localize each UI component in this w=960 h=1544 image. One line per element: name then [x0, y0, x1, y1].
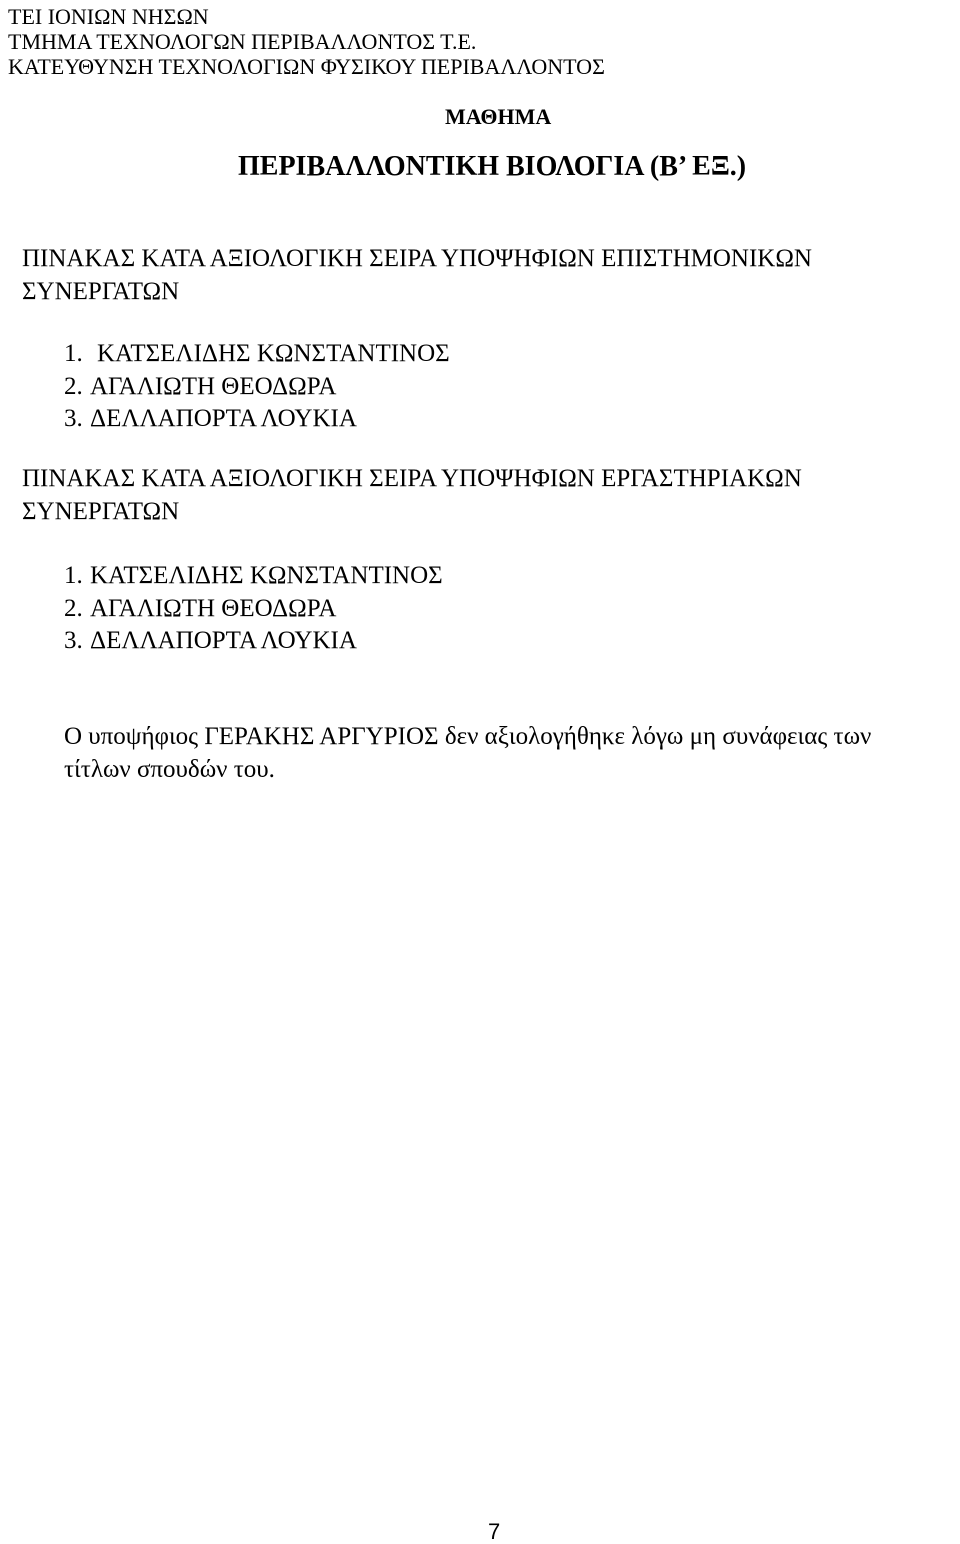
note-line1: Ο υποψήφιος ΓΕΡΑΚΗΣ ΑΡΓΥΡΙΟΣ δεν αξιολογήθηκε λόγω μη συνάφειας των [64, 723, 872, 750]
list-item [64, 341, 450, 366]
list-item-number: 3. [64, 405, 83, 432]
department-name: ΤΜΗΜΑ ΤΕΧΝΟΛΟΓΩΝ ΠΕΡΙΒΑΛΛΟΝΤΟΣ Τ.Ε. [8, 29, 477, 54]
list-item-name: ΚΑΤΣΕΛΙΔΗΣ ΚΩΝΣΤΑΝΤΙΝΟΣ [97, 340, 450, 367]
laboratory-section-title-line1: ΠΙΝΑΚΑΣ ΚΑΤΑ ΑΞΙΟΛΟΓΙΚΗ ΣΕΙΡΑ ΥΠΟΨΗΦΙΩΝ ΕΡΓΑΣΤΗΡΙΑΚΩΝ [22, 465, 802, 492]
list-item [64, 596, 336, 621]
note-line2: τίτλων σπουδών του. [64, 756, 275, 783]
scientific-section-title-line1: ΠΙΝΑΚΑΣ ΚΑΤΑ ΑΞΙΟΛΟΓΙΚΗ ΣΕΙΡΑ ΥΠΟΨΗΦΙΩΝ ΕΠΙΣΤΗΜΟΝΙΚΩΝ [22, 245, 812, 272]
list-item-name: ΔΕΛΛΑΠΟΡΤΑ ΛΟΥΚΙΑ [90, 627, 357, 654]
direction-name: ΚΑΤΕΥΘΥΝΣΗ ΤΕΧΝΟΛΟΓΙΩΝ ΦΥΣΙΚΟΥ ΠΕΡΙΒΑΛΛΟΝΤΟΣ [8, 54, 605, 79]
list-item-number: 1. [64, 562, 83, 589]
scientific-section-title-line2: ΣΥΝΕΡΓΑΤΩΝ [22, 278, 180, 305]
list-item-number: 1. [64, 340, 83, 367]
list-item-name: ΔΕΛΛΑΠΟΡΤΑ ΛΟΥΚΙΑ [90, 405, 357, 432]
list-item [64, 374, 336, 399]
laboratory-section-title-line2: ΣΥΝΕΡΓΑΤΩΝ [22, 498, 180, 525]
course-label: ΜΑΘΗΜΑ [445, 104, 552, 129]
list-item-name: ΚΑΤΣΕΛΙΔΗΣ ΚΩΝΣΤΑΝΤΙΝΟΣ [90, 562, 443, 589]
list-item [64, 628, 357, 653]
list-item-name: ΑΓΑΛΙΩΤΗ ΘΕΟΔΩΡΑ [90, 373, 337, 400]
list-item-number: 2. [64, 595, 83, 622]
list-item [64, 563, 443, 588]
list-item-name: ΑΓΑΛΙΩΤΗ ΘΕΟΔΩΡΑ [90, 595, 337, 622]
list-item [64, 406, 357, 431]
page-number: 7 [488, 1519, 501, 1544]
institution-name: ΤΕΙ ΙΟΝΙΩΝ ΝΗΣΩΝ [8, 4, 209, 29]
list-item-number: 3. [64, 627, 83, 654]
course-title: ΠΕΡΙΒΑΛΛΟΝΤΙΚΗ ΒΙΟΛΟΓΙΑ (Β’ ΕΞ.) [238, 151, 747, 182]
list-item-number: 2. [64, 373, 83, 400]
